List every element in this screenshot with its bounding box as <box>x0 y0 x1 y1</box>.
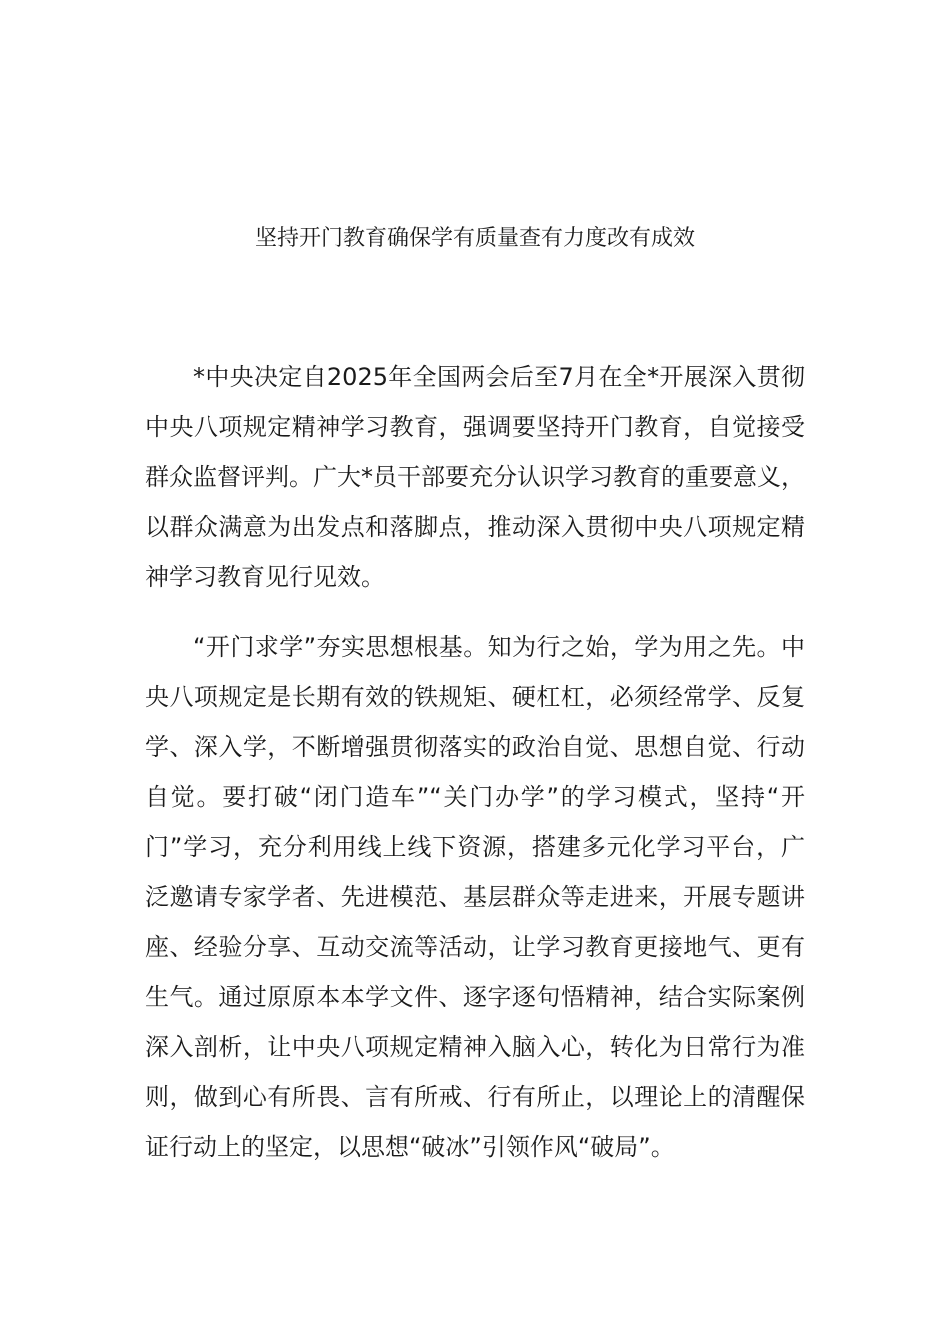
document-title: 坚持开门教育确保学有质量查有力度改有成效 <box>254 225 695 251</box>
paragraph-open-learning: “开门求学”夯实思想根基。知为行之始，学为用之先。中央八项规定是长期有效的铁规矩、硬杠杠，必须经常学、反复学、深入学，不断增强贯彻落实的政治自觉、思想自觉、行动自觉。要打破“闭门造车”“关门办学”的学习模式，坚持“开门”学习，充分利用线上线下资源，搭建多元化学习平台，广泛邀请专家学者、先进模范、基层群众等走进来，开展专题讲座、经验分享、互动交流等活动，让学习教育更接地气、更有生气。通过原原本本学文件、逐字逐句悟精神，结合实际案例深入剖析，让中央八项规定精神入脑入心，转化为日常行为准则，做到心有所畏、言有所戒、行有所止，以理论上的清醒保证行动上的坚定，以思想“破冰”引领作风“破局”。 <box>145 633 805 1161</box>
paragraph-intro: *中央决定自2025年全国两会后至7月在全*开展深入贯彻中央八项规定精神学习教育，强调要坚持开门教育，自觉接受群众监督评判。广大*员干部要充分认识学习教育的重要意义，以群众满意为出发点和落脚点，推动深入贯彻中央八项规定精神学习教育见行见效。 <box>145 363 805 591</box>
document-body <box>145 352 805 1172</box>
